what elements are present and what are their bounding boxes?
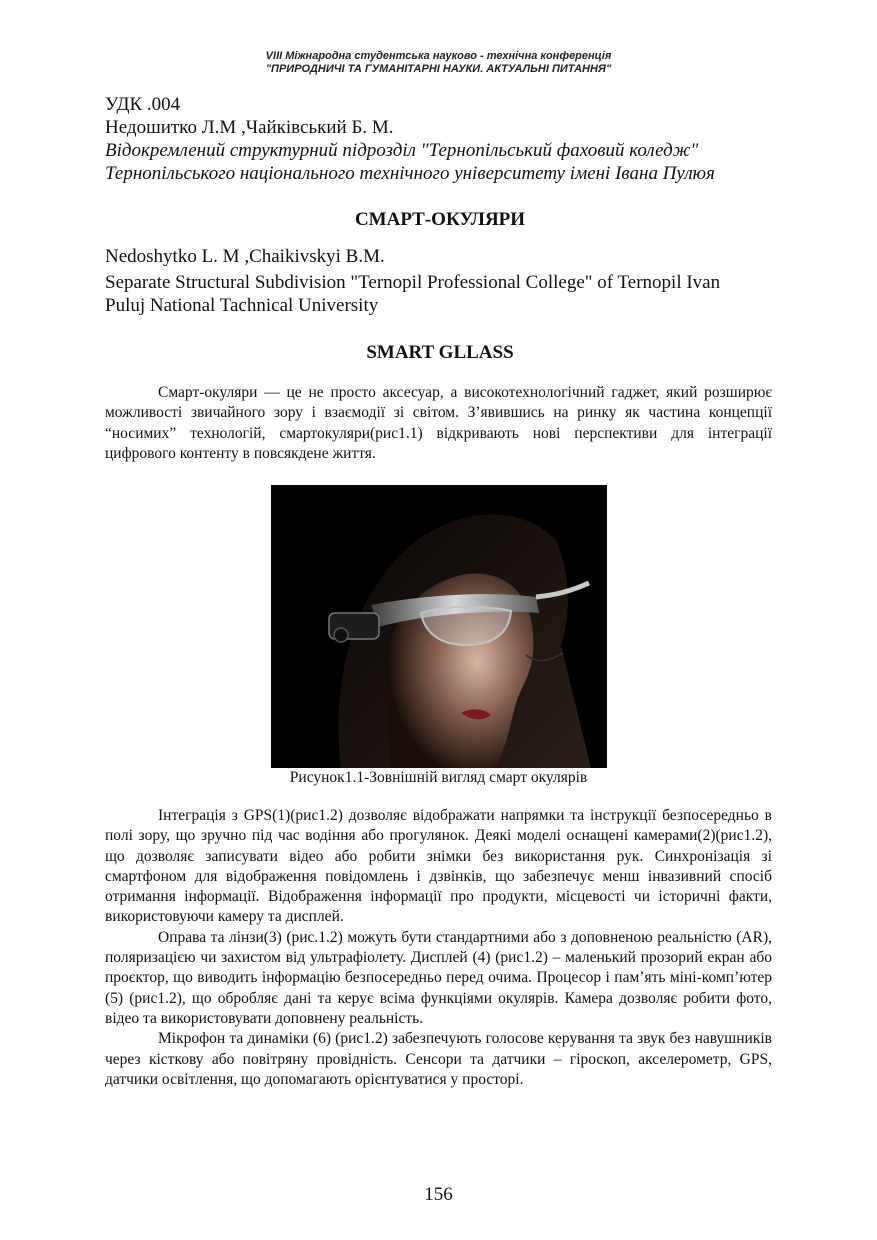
- affiliation-ukrainian-line2: Тернопільського національного технічного університету імені Івана Пулюя: [105, 163, 715, 184]
- intro-section: [105, 383, 772, 464]
- figure-caption: Рисунок1.1-Зовнішній вигляд смарт окулярів: [289, 769, 588, 786]
- conference-header-line2: "ПРИРОДНИЧІ ТА ГУМАНІТАРНІ НАУКИ. АКТУАЛЬНІ ПИТАННЯ": [265, 63, 612, 75]
- affiliation-ukrainian: [105, 139, 775, 185]
- conference-header-line1: VIII Міжнародна студентська науково - технічна конференція: [265, 50, 612, 62]
- smart-glasses-illustration: [271, 485, 607, 768]
- intro-paragraph: Смарт-окуляри — це не просто аксесуар, а високотехнологічний гаджет, який розширює можливості звичайного зору і взаємодії зі світом. З’явившись на ринку як частина концепції “носимих” технологій, смартокуляри(рис1.1) відкривають нові перспективи для інтеграції цифрового контенту в повсякдене життя.: [105, 384, 772, 462]
- page-number: 156: [424, 1184, 453, 1205]
- figure-smart-glasses-photo: [271, 485, 607, 768]
- authors-english: Nedoshytko L. M ,Chaikivskyi B.M.: [105, 246, 385, 267]
- conference-header: [0, 50, 877, 76]
- affiliation-english: [105, 271, 775, 317]
- affiliation-ukrainian-line1: Відокремлений структурний підрозділ "Тернопільський фаховий коледж": [105, 140, 699, 161]
- affiliation-english-line1: Separate Structural Subdivision "Ternopil Professional College" of Ternopil Ivan: [105, 272, 721, 293]
- main-body: [105, 806, 772, 1090]
- body-paragraph-3: Мікрофон та динаміки (6) (рис1.2) забезпечують голосове керування та звук без навушників через кісткову або повітряну провідність. Сенсори та датчики – гіроскоп, акселерометр, GPS, датчики освітлення, що допомагають орієнтуватися у просторі.: [105, 1030, 772, 1088]
- body-paragraph-1: Інтеграція з GPS(1)(рис1.2) дозволяє відображати напрямки та інструкції безпосередньо в полі зору, що зручно під час водіння або прогулянок. Деякі моделі оснащені камерами(2)(рис1.2), що дозволяє записувати відео або робити знімки без використання рук. Синхронізація зі смартфоном для відображення повідомлень і дзвінків, що забезпечує менш інвазивний спосіб отримання інформації. Відображення інформації про продукти, місцевості чи історичні факти, використовуючи камеру та дисплей.: [105, 807, 772, 926]
- body-paragraph-2: Оправа та лінзи(3) (рис.1.2) можуть бути стандартними або з доповненою реальністю (AR), поляризацією чи захистом від ультрафіолету. Дисплей (4) (рис1.2) – маленький прозорий екран або проєктор, що виводить інформацію безпосередньо перед очима. Процесор і пам’ять міні-комп’ютер (5) (рис1.2), що обробляє дані та керує всіма функціями окулярів. Камера дозволяє робити фото, відео та використовувати доповнену реальність.: [105, 928, 772, 1027]
- affiliation-english-line2: Puluj National Tachnical University: [105, 295, 379, 316]
- title-ukrainian: СМАРТ-ОКУЛЯРИ: [354, 209, 526, 230]
- authors-ukrainian: Недошитко Л.М ,Чайківський Б. М.: [105, 117, 394, 138]
- title-english: SMART GLLASS: [366, 342, 514, 363]
- udk-code: УДК .004: [105, 94, 181, 115]
